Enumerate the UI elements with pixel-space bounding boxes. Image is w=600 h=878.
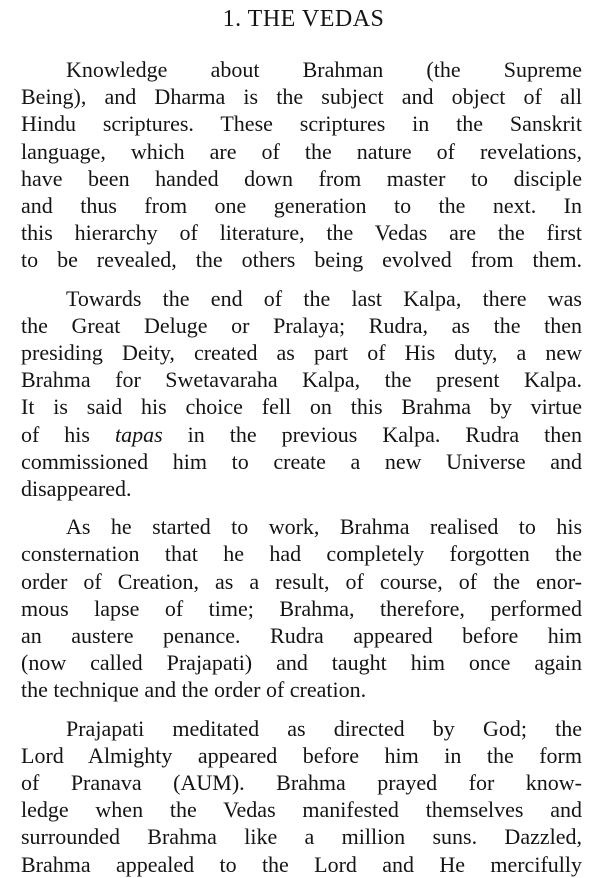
text-line: the Great Deluge or Pralaya; Rudra, as the then [21,312,582,338]
text-line: Knowledge about Brahman (the Supreme [66,57,582,82]
text-line: disappeared. [21,476,132,502]
paragraph-2 [21,285,582,503]
text-line: surrounded Brahma like a million suns. Dazzled, [21,824,582,850]
text-line: Being), and Dharma is the subject and object of all [21,84,582,110]
text-line: ledge when the Vedas manifested themselves and [21,797,582,823]
text-line: Prajapati meditated as directed by God; the [66,715,582,741]
text-line: Brahma for Swetavaraha Kalpa, the present Kalpa. [21,367,582,393]
text-line: commissioned him to create a new Universe and [21,448,582,474]
text-line: Brahma appealed to the Lord and He mercifully [21,851,582,877]
text-line: (now called Prajapati) and taught him once again [21,650,582,676]
text-line: to be revealed, the others being evolved from them. [21,247,582,273]
text-line: mous lapse of time; Brahma, therefore, performed [21,595,582,621]
text-line: As he started to work, Brahma realised to his [66,514,582,540]
line-start: of his [21,421,90,447]
text-line: an austere penance. Rudra appeared before him [21,623,582,649]
text-line: Towards the end of the last Kalpa, there was [66,285,582,311]
text-line: language, which are of the nature of revelations, [21,138,582,164]
paragraph-4 [21,715,582,878]
text-line: Lord Almighty appeared before him in the form [21,742,582,768]
text-line: presiding Deity, created as part of His duty, a new [21,340,582,366]
text-line: have been handed down from master to disciple [21,165,582,191]
text-line: of Pranava (AUM). Brahma prayed for know- [21,770,582,796]
paragraph-3 [21,513,582,703]
paragraph-1 [21,56,582,274]
text-line: consternation that he had completely forgotten the [21,541,582,567]
text-line [21,421,582,448]
chapter-title: 1. THE VEDAS [222,6,385,32]
text-line: this hierarchy of literature, the Vedas are the first [21,220,582,246]
text-line: Hindu scriptures. These scriptures in the Sanskrit [21,111,582,137]
text-line: the technique and the order of creation. [21,677,367,703]
text-line: It is said his choice fell on this Brahma by virtue [21,394,582,420]
line-end: in the previous Kalpa. Rudra then [187,421,582,447]
italic-word: tapas [114,421,163,447]
text-line: order of Creation, as a result, of course, of the enor- [21,568,582,594]
text-line: and thus from one generation to the next. In [21,193,582,219]
